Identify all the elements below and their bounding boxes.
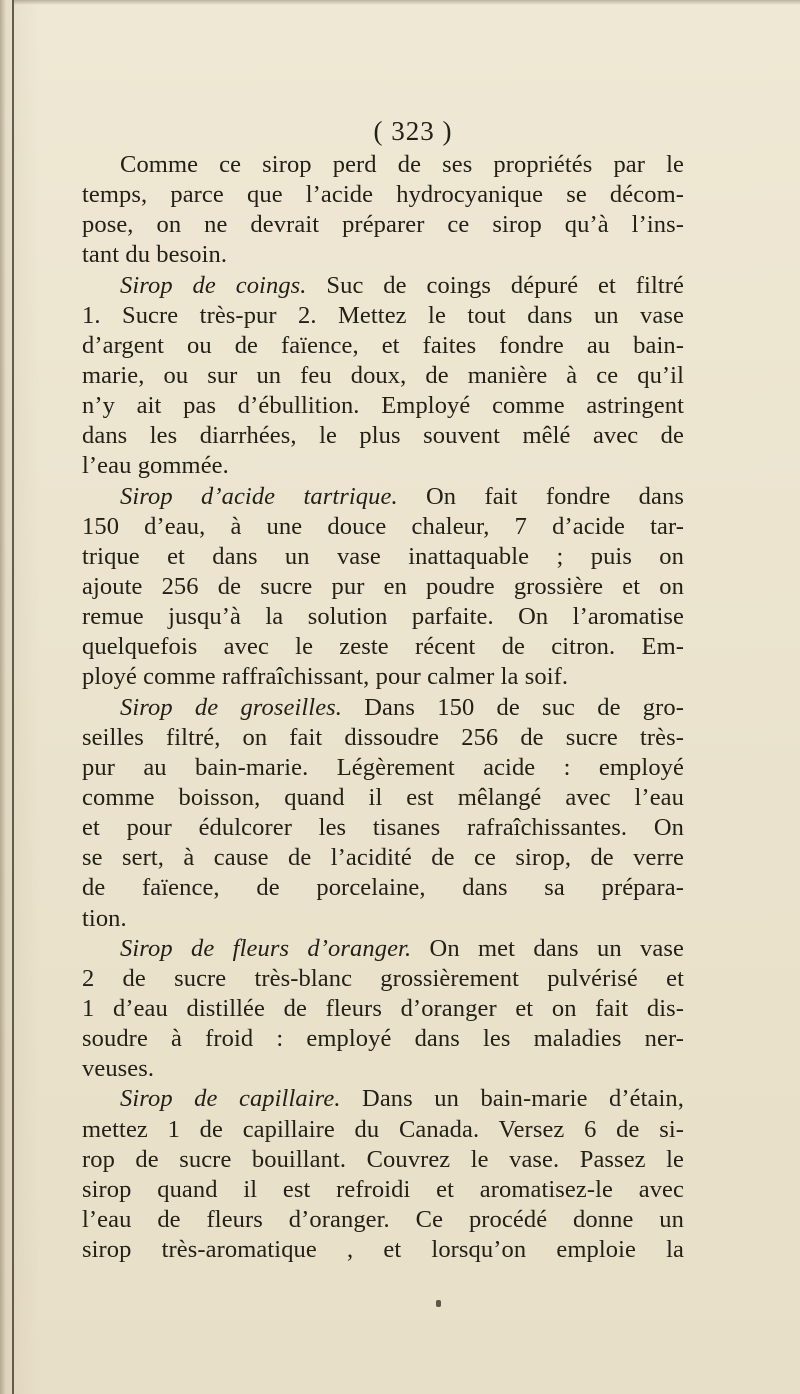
text-run: Comme ce sirop perd de ses propriétés par le [120,151,684,178]
text-line [82,1175,684,1205]
text-run: et pour édulcorer les tisanes rafraîchissantes. On [82,814,684,842]
text-run: rop de sucre bouillant. Couvrez le vase. Passez le [82,1145,684,1173]
text-run: l’eau gommée. [82,452,229,480]
text-line [82,632,684,662]
text-line [82,240,684,270]
text-line [82,1145,684,1175]
text-line [82,572,684,602]
text-run: trique et dans un vase inattaquable ; puis on [82,542,684,570]
text-run: marie, ou sur un feu doux, de manière à ce qu’il [82,361,684,389]
text-line [82,210,684,240]
text-run: 2 de sucre très-blanc grossièrement pulvérisé et [82,964,684,992]
text-line [82,783,684,813]
text-run: n’y ait pas d’ébullition. Employé comme astringent [82,392,684,420]
text-line [82,391,684,421]
text-run: pur au bain-marie. Légèrement acide : employé [82,753,684,781]
text-run: seilles filtré, on fait dissoudre 256 de sucre très- [82,723,684,751]
text-run: se sert, à cause de l’acidité de ce sirop, de verre [82,844,684,872]
section-heading: Sirop de fleurs d’oranger. [120,934,412,962]
text-line [82,451,684,481]
ink-speck [436,1300,441,1307]
text-run: veuses. [82,1055,155,1083]
text-line [82,1084,684,1114]
text-run: Dans un bain-marie d’étain, [340,1085,684,1113]
text-line [82,1054,684,1084]
text-run: 1. Sucre très-pur 2. Mettez le tout dans un vase [82,301,684,329]
text-line [82,271,684,301]
text-line [82,934,684,964]
text-line [82,753,684,783]
text-line [82,662,684,692]
text-line [82,421,684,451]
text-run: mettez 1 de capillaire du Canada. Versez 6 de si- [82,1115,684,1143]
text-run: ployé comme raffraîchissant, pour calmer la soif. [82,663,569,691]
text-run: On fait fondre dans [397,482,684,510]
text-run: sirop très-aromatique , et lorsqu’on emploie la [82,1236,684,1264]
body-text [82,150,684,1265]
text-run: tant du besoin. [82,241,228,269]
text-line [82,964,684,994]
text-run: 1 d’eau distillée de fleurs d’oranger et on fait dis- [82,994,684,1022]
text-line [82,180,684,210]
page-top-edge [14,0,800,5]
text-run: l’eau de fleurs d’oranger. Ce procédé donne un [82,1205,684,1233]
text-run: remue jusqu’à la solution parfaite. On l’aromatise [82,603,684,631]
text-run: dans les diarrhées, le plus souvent mêlé avec de [82,422,684,450]
text-line [82,904,684,934]
text-line [82,1024,684,1054]
text-run: Suc de coings dépuré et filtré [306,271,685,299]
text-line [82,602,684,632]
text-line [82,813,684,843]
page-number: ( 323 ) [373,116,453,146]
text-run: sirop quand il est refroidi et aromatisez-le avec [82,1175,684,1203]
text-line [82,843,684,873]
text-run: On met dans un vase [411,934,684,962]
section-heading: Sirop de capillaire. [120,1085,341,1113]
text-run: quelquefois avec le zeste récent de citron. Em- [82,633,684,661]
text-line [82,1235,684,1265]
text-run: temps, parce que l’acide hydrocyanique se décom- [82,181,684,209]
text-run: tion. [82,904,127,932]
text-run: Dans 150 de suc de gro- [342,693,684,721]
text-run: soudre à froid : employé dans les maladies ner- [82,1025,684,1053]
text-line [82,512,684,542]
text-line [82,1115,684,1145]
text-run: ajoute 256 de sucre pur en poudre grossière et on [82,572,684,600]
text-line [82,873,684,903]
text-line [82,693,684,723]
page-gutter-edge [12,0,14,1394]
text-line [82,150,684,180]
section-heading: Sirop de coings. [120,271,307,299]
text-line [82,994,684,1024]
text-line [82,723,684,753]
text-run: pose, on ne devrait préparer ce sirop qu’à l’ins- [82,211,684,239]
section-heading: Sirop de groseilles. [120,693,343,721]
text-line [82,301,684,331]
text-line [82,1205,684,1235]
text-line [82,542,684,572]
text-line [82,361,684,391]
text-line [82,331,684,361]
text-line [82,482,684,512]
text-run: d’argent ou de faïence, et faites fondre au bain- [82,331,684,359]
text-run: 150 d’eau, à une douce chaleur, 7 d’acide tar- [82,512,684,540]
text-run: de faïence, de porcelaine, dans sa prépara- [82,874,684,902]
section-heading: Sirop d’acide tartrique. [120,482,398,510]
text-run: comme boisson, quand il est mêlangé avec l’eau [82,783,684,811]
page-gutter-shadow [0,0,6,1394]
